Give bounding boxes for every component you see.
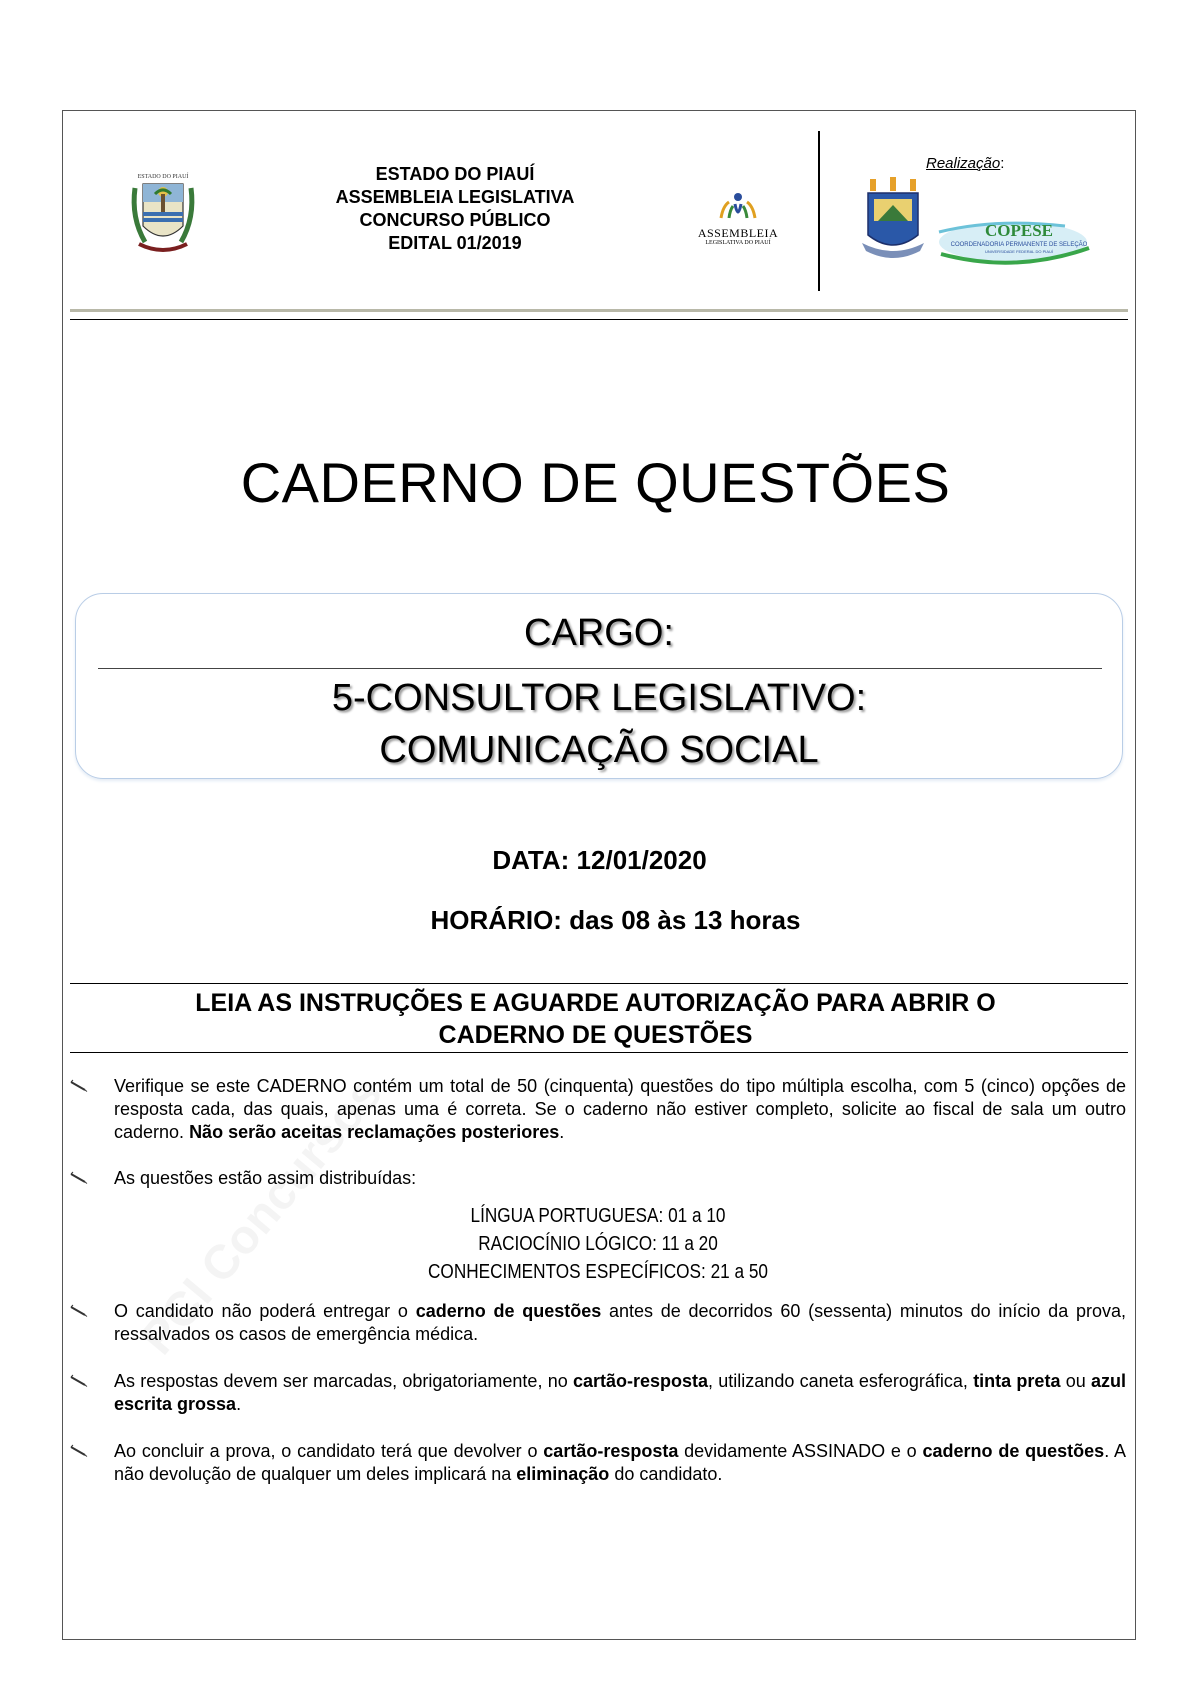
distribution-item-raciocinio: RACIOCÍNIO LÓGICO: 11 a 20 [478,1233,718,1255]
instruction-item: Verifique se este CADERNO contém um total de 50 (cinquenta) questões do tipo múltipla escolha, com 5 (cinco) opções de resposta cada, das quais, apenas uma é correta. Se o caderno não estiver completo, solicite ao fiscal de sala um outro caderno. Não serão aceitas reclamações posteriores. [70,1075,1126,1144]
cargo-value [76,672,1122,776]
exam-date: DATA: 12/01/2020 [492,845,707,875]
svg-text:COORDENADORIA PERMANENTE DE SE: COORDENADORIA PERMANENTE DE SELEÇÃO [950,242,1088,248]
ufpi-crest-icon [860,175,926,259]
exam-time: HORÁRIO: das 08 às 13 horas [430,905,801,935]
header-line-edital: EDITAL 01/2019 [388,233,522,253]
header-divider-grey [70,309,1128,312]
copese-logo [935,218,1095,268]
header-vertical-divider [818,131,820,291]
cargo-label: CARGO: [524,612,674,654]
realizacao-label: Realização: [926,155,1005,172]
instruction-item: As respostas devem ser marcadas, obrigatoriamente, no cartão-resposta, utilizando caneta esferográfica, tinta preta ou azul escrita grossa. [70,1370,1126,1416]
assembleia-logo-subtitle: LEGISLATIVA DO PIAUÍ [705,240,771,246]
header-divider [70,319,1128,320]
copese-swoosh-icon [935,218,1095,268]
header-line-contest: CONCURSO PÚBLICO [359,210,551,230]
instruction-item: O candidato não poderá entregar o caderno de questões antes de decorridos 60 (sessenta) minutos do início da prova, ressalvados os casos de emergência médica. [70,1300,1126,1346]
svg-text:COPESE: COPESE [984,221,1054,240]
instructions-heading-line1: LEIA AS INSTRUÇÕES E AGUARDE AUTORIZAÇÃO PARA ABRIR O [195,989,996,1017]
instructions-bottom-divider [70,1052,1128,1053]
distribution-item-portugues: LÍNGUA PORTUGUESA: 01 a 10 [470,1205,726,1227]
header-line-state: ESTADO DO PIAUÍ [375,164,535,184]
header-line-assembly: ASSEMBLEIA LEGISLATIVA [335,187,575,207]
page-title: CADERNO DE QUESTÕES [240,451,951,514]
pencil-bullet-icon [70,1444,88,1458]
cargo-value-line1: 5-CONSULTOR LEGISLATIVO: [331,677,867,719]
cargo-box [75,593,1123,779]
cargo-divider [98,668,1102,669]
instructions-top-divider [70,983,1128,984]
pencil-bullet-icon [70,1079,88,1093]
distribution-item-especificos: CONHECIMENTOS ESPECÍFICOS: 21 a 50 [428,1261,768,1283]
instruction-item: As questões estão assim distribuídas: [70,1167,1126,1190]
instructions-heading-line2: CADERNO DE QUESTÕES [438,1021,753,1049]
pencil-bullet-icon [70,1171,88,1185]
assembleia-figure-icon [715,192,761,222]
svg-text:UNIVERSIDADE FEDERAL DO PIAUÍ: UNIVERSIDADE FEDERAL DO PIAUÍ [984,249,1054,254]
instruction-item: Ao concluir a prova, o candidato terá que devolver o cartão-resposta devidamente ASSINADO e o caderno de questões. A não devolução de qualquer um deles implicará na eliminação do candidato. [70,1440,1126,1486]
assembleia-logo-name: ASSEMBLEIA [697,226,779,240]
header-institution-block [300,163,610,255]
pencil-bullet-icon [70,1374,88,1388]
svg-text:ESTADO DO PIAUÍ: ESTADO DO PIAUÍ [137,174,189,180]
instructions-heading [0,987,1191,1051]
pencil-bullet-icon [70,1304,88,1318]
cargo-value-line2: COMUNICAÇÃO SOCIAL [379,729,819,771]
assembleia-logo [695,192,781,248]
piaui-state-seal-icon [125,168,201,258]
